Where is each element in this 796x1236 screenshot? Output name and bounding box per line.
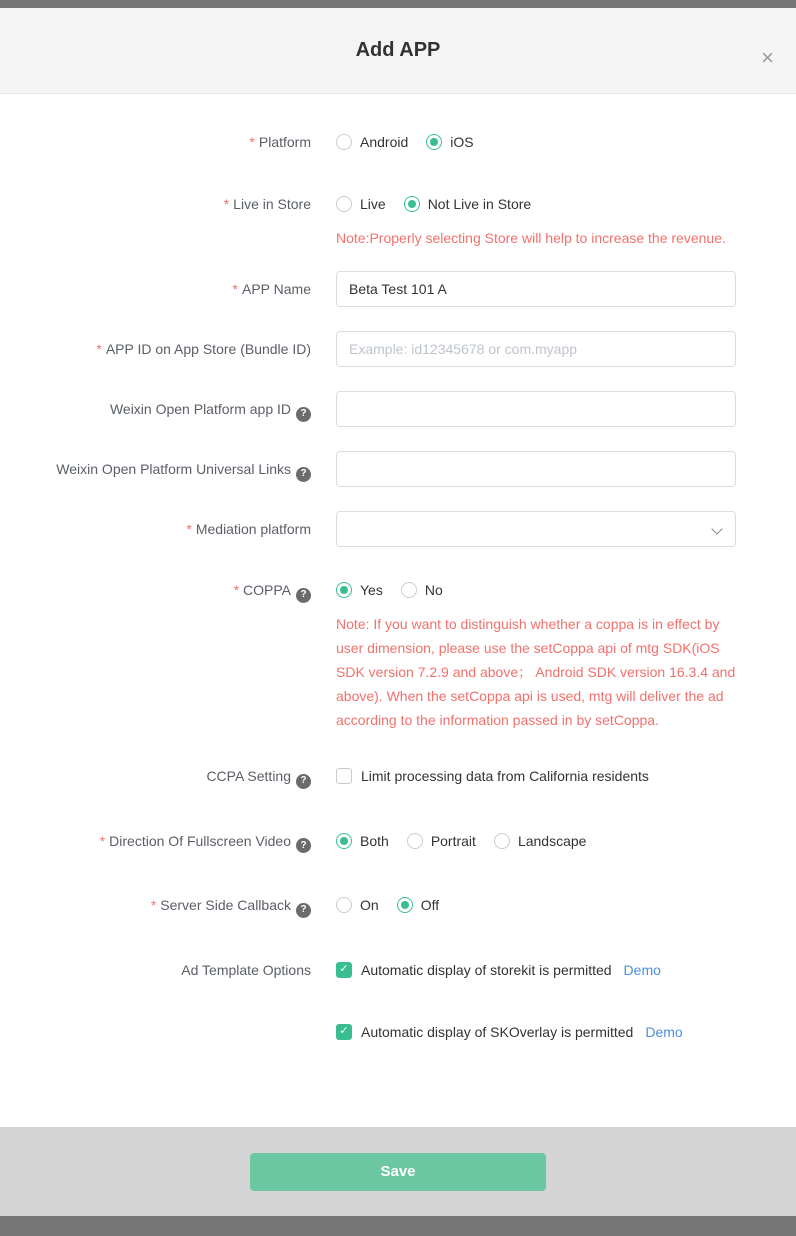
coppa-radio-group bbox=[336, 580, 736, 600]
direction-radio-group bbox=[336, 831, 736, 851]
radio-label: Not Live in Store bbox=[427, 196, 532, 212]
server-callback-label-text: Server Side Callback bbox=[160, 897, 291, 913]
ccpa-checkbox[interactable] bbox=[336, 766, 649, 786]
platform-radio-group bbox=[336, 132, 736, 152]
ad-template-label bbox=[0, 960, 311, 980]
checkbox-unchecked-icon bbox=[336, 768, 352, 784]
platform-label bbox=[0, 132, 311, 152]
radio-not-live-in-store[interactable] bbox=[404, 194, 532, 214]
server-callback-control bbox=[336, 895, 736, 915]
top-window-bar bbox=[0, 0, 796, 8]
radio-coppa-no[interactable] bbox=[401, 580, 443, 600]
save-button[interactable]: Save bbox=[250, 1153, 546, 1191]
radio-unchecked-icon bbox=[336, 134, 352, 150]
help-icon[interactable]: ? bbox=[296, 774, 311, 789]
form-row-app-name bbox=[0, 271, 766, 307]
radio-platform-android[interactable] bbox=[336, 132, 408, 152]
coppa-note: Note: If you want to distinguish whether a coppa is in effect by user dimension, please use the setCoppa api of mtg SDK(iOS SDK version 7.2.9 and above； Android SDK version 16.3.4 and above). When the setCoppa api is used, mtg will deliver the ad according to the information passed in by setCoppa. bbox=[336, 616, 736, 728]
ccpa-label-text: CCPA Setting bbox=[206, 768, 291, 784]
form-row-mediation-platform bbox=[0, 511, 766, 547]
direction-control bbox=[336, 831, 736, 851]
help-icon[interactable]: ? bbox=[296, 467, 311, 482]
radio-label: No bbox=[424, 582, 443, 598]
radio-checked-icon bbox=[426, 134, 442, 150]
chevron-down-icon bbox=[711, 523, 722, 534]
required-mark: * bbox=[233, 582, 240, 598]
check-icon: ✓ bbox=[339, 1025, 349, 1037]
radio-label: Off bbox=[420, 897, 440, 913]
required-mark: * bbox=[186, 521, 192, 537]
required-mark: * bbox=[223, 196, 230, 212]
checkbox-label: Automatic display of storekit is permitted bbox=[361, 961, 612, 978]
radio-unchecked-icon bbox=[401, 582, 417, 598]
radio-label: Live bbox=[360, 196, 386, 212]
storekit-checkbox[interactable] bbox=[336, 960, 612, 980]
close-icon[interactable]: × bbox=[761, 45, 774, 70]
radio-callback-on[interactable] bbox=[336, 895, 379, 915]
radio-checked-icon bbox=[397, 897, 413, 913]
app-id-input[interactable] bbox=[336, 331, 736, 367]
platform-label-text: Platform bbox=[258, 134, 311, 150]
modal-title: Add APP bbox=[355, 39, 441, 61]
mediation-platform-select[interactable] bbox=[336, 511, 736, 547]
bottom-window-bar bbox=[0, 1216, 796, 1236]
required-mark: * bbox=[249, 134, 255, 150]
app-id-control bbox=[336, 331, 736, 367]
weixin-universal-links-label bbox=[0, 451, 311, 482]
direction-label-text: Direction Of Fullscreen Video bbox=[109, 832, 291, 849]
skoverlay-checkbox[interactable] bbox=[336, 1022, 633, 1042]
direction-label bbox=[0, 831, 311, 854]
help-icon[interactable]: ? bbox=[296, 407, 311, 422]
radio-unchecked-icon bbox=[494, 833, 510, 849]
form-row-weixin-app-id bbox=[0, 391, 766, 427]
radio-label: Android bbox=[360, 134, 409, 150]
weixin-universal-links-label-text: Weixin Open Platform Universal Links bbox=[56, 461, 291, 477]
required-mark: * bbox=[99, 832, 106, 849]
server-callback-label bbox=[0, 895, 311, 918]
checkbox-checked-icon bbox=[336, 962, 352, 978]
add-app-modal bbox=[0, 8, 796, 1216]
ad-template-item-skoverlay bbox=[336, 1022, 736, 1042]
app-name-input[interactable] bbox=[336, 271, 736, 307]
radio-label: Both bbox=[360, 832, 389, 849]
storekit-demo-link[interactable]: Demo bbox=[623, 961, 661, 978]
mediation-platform-label bbox=[0, 511, 311, 539]
skoverlay-demo-link[interactable]: Demo bbox=[645, 1023, 683, 1040]
radio-direction-portrait[interactable] bbox=[407, 831, 476, 851]
checkbox-checked-icon bbox=[336, 1024, 352, 1040]
required-mark: * bbox=[150, 897, 157, 913]
app-name-control bbox=[336, 271, 736, 307]
radio-checked-icon bbox=[336, 833, 352, 849]
help-icon[interactable]: ? bbox=[296, 588, 311, 603]
check-icon: ✓ bbox=[339, 963, 349, 975]
radio-label: iOS bbox=[450, 134, 474, 150]
ccpa-label bbox=[0, 766, 311, 789]
radio-unchecked-icon bbox=[336, 897, 352, 913]
form-row-ccpa bbox=[0, 766, 766, 789]
radio-direction-both[interactable] bbox=[336, 831, 389, 851]
weixin-app-id-label bbox=[0, 391, 311, 422]
required-mark: * bbox=[96, 341, 102, 357]
weixin-app-id-input[interactable] bbox=[336, 391, 736, 427]
mediation-platform-control bbox=[336, 511, 736, 547]
radio-coppa-yes[interactable] bbox=[336, 580, 383, 600]
radio-callback-off[interactable] bbox=[397, 895, 439, 915]
radio-checked-icon bbox=[404, 196, 420, 212]
form-row-server-callback bbox=[0, 895, 766, 918]
live-in-store-label bbox=[0, 194, 311, 214]
mediation-platform-label-text: Mediation platform bbox=[195, 521, 311, 537]
app-name-label bbox=[0, 271, 311, 299]
platform-control bbox=[336, 132, 736, 152]
modal-header bbox=[0, 8, 796, 94]
required-mark: * bbox=[232, 281, 238, 297]
radio-live[interactable] bbox=[336, 194, 386, 214]
server-callback-radio-group bbox=[336, 895, 736, 915]
ad-template-label-text: Ad Template Options bbox=[181, 961, 311, 978]
modal-footer bbox=[0, 1127, 796, 1216]
form-row-direction bbox=[0, 831, 766, 854]
modal-body bbox=[0, 94, 796, 1127]
radio-label: Portrait bbox=[430, 832, 476, 849]
app-name-label-text: APP Name bbox=[242, 281, 311, 297]
app-id-label-text: APP ID on App Store (Bundle ID) bbox=[105, 341, 311, 357]
live-in-store-radio-group bbox=[336, 194, 736, 214]
weixin-app-id-control bbox=[336, 391, 736, 427]
weixin-app-id-label-text: Weixin Open Platform app ID bbox=[109, 401, 291, 417]
coppa-label bbox=[0, 580, 311, 603]
radio-unchecked-icon bbox=[336, 196, 352, 212]
app-id-label bbox=[0, 331, 311, 359]
radio-platform-ios[interactable] bbox=[426, 132, 473, 152]
radio-label: Landscape bbox=[517, 832, 587, 849]
weixin-universal-links-control bbox=[336, 451, 736, 487]
form-row-ad-template bbox=[0, 960, 766, 1042]
ad-template-control bbox=[336, 960, 736, 1042]
form-row-weixin-universal-links bbox=[0, 451, 766, 487]
coppa-label-text: COPPA bbox=[243, 582, 291, 598]
form-row-live-in-store bbox=[0, 194, 766, 250]
help-icon[interactable]: ? bbox=[296, 838, 311, 853]
help-icon[interactable]: ? bbox=[296, 903, 311, 918]
checkbox-label: Limit processing data from California residents bbox=[361, 768, 649, 784]
form-row-coppa bbox=[0, 580, 766, 732]
radio-label: On bbox=[360, 897, 379, 913]
radio-label: Yes bbox=[360, 582, 383, 598]
form-row-platform bbox=[0, 132, 766, 152]
live-in-store-control bbox=[336, 194, 736, 250]
live-in-store-label-text: Live in Store bbox=[233, 196, 311, 212]
checkbox-label: Automatic display of SKOverlay is permitted bbox=[361, 1023, 634, 1040]
radio-unchecked-icon bbox=[407, 833, 423, 849]
form-row-app-id bbox=[0, 331, 766, 367]
radio-direction-landscape[interactable] bbox=[494, 831, 587, 851]
ad-template-item-storekit bbox=[336, 960, 736, 980]
weixin-universal-links-input[interactable] bbox=[336, 451, 736, 487]
store-note: Note:Properly selecting Store will help to increase the revenue. bbox=[336, 230, 726, 246]
coppa-control bbox=[336, 580, 736, 732]
radio-checked-icon bbox=[336, 582, 352, 598]
ccpa-control bbox=[336, 766, 736, 787]
